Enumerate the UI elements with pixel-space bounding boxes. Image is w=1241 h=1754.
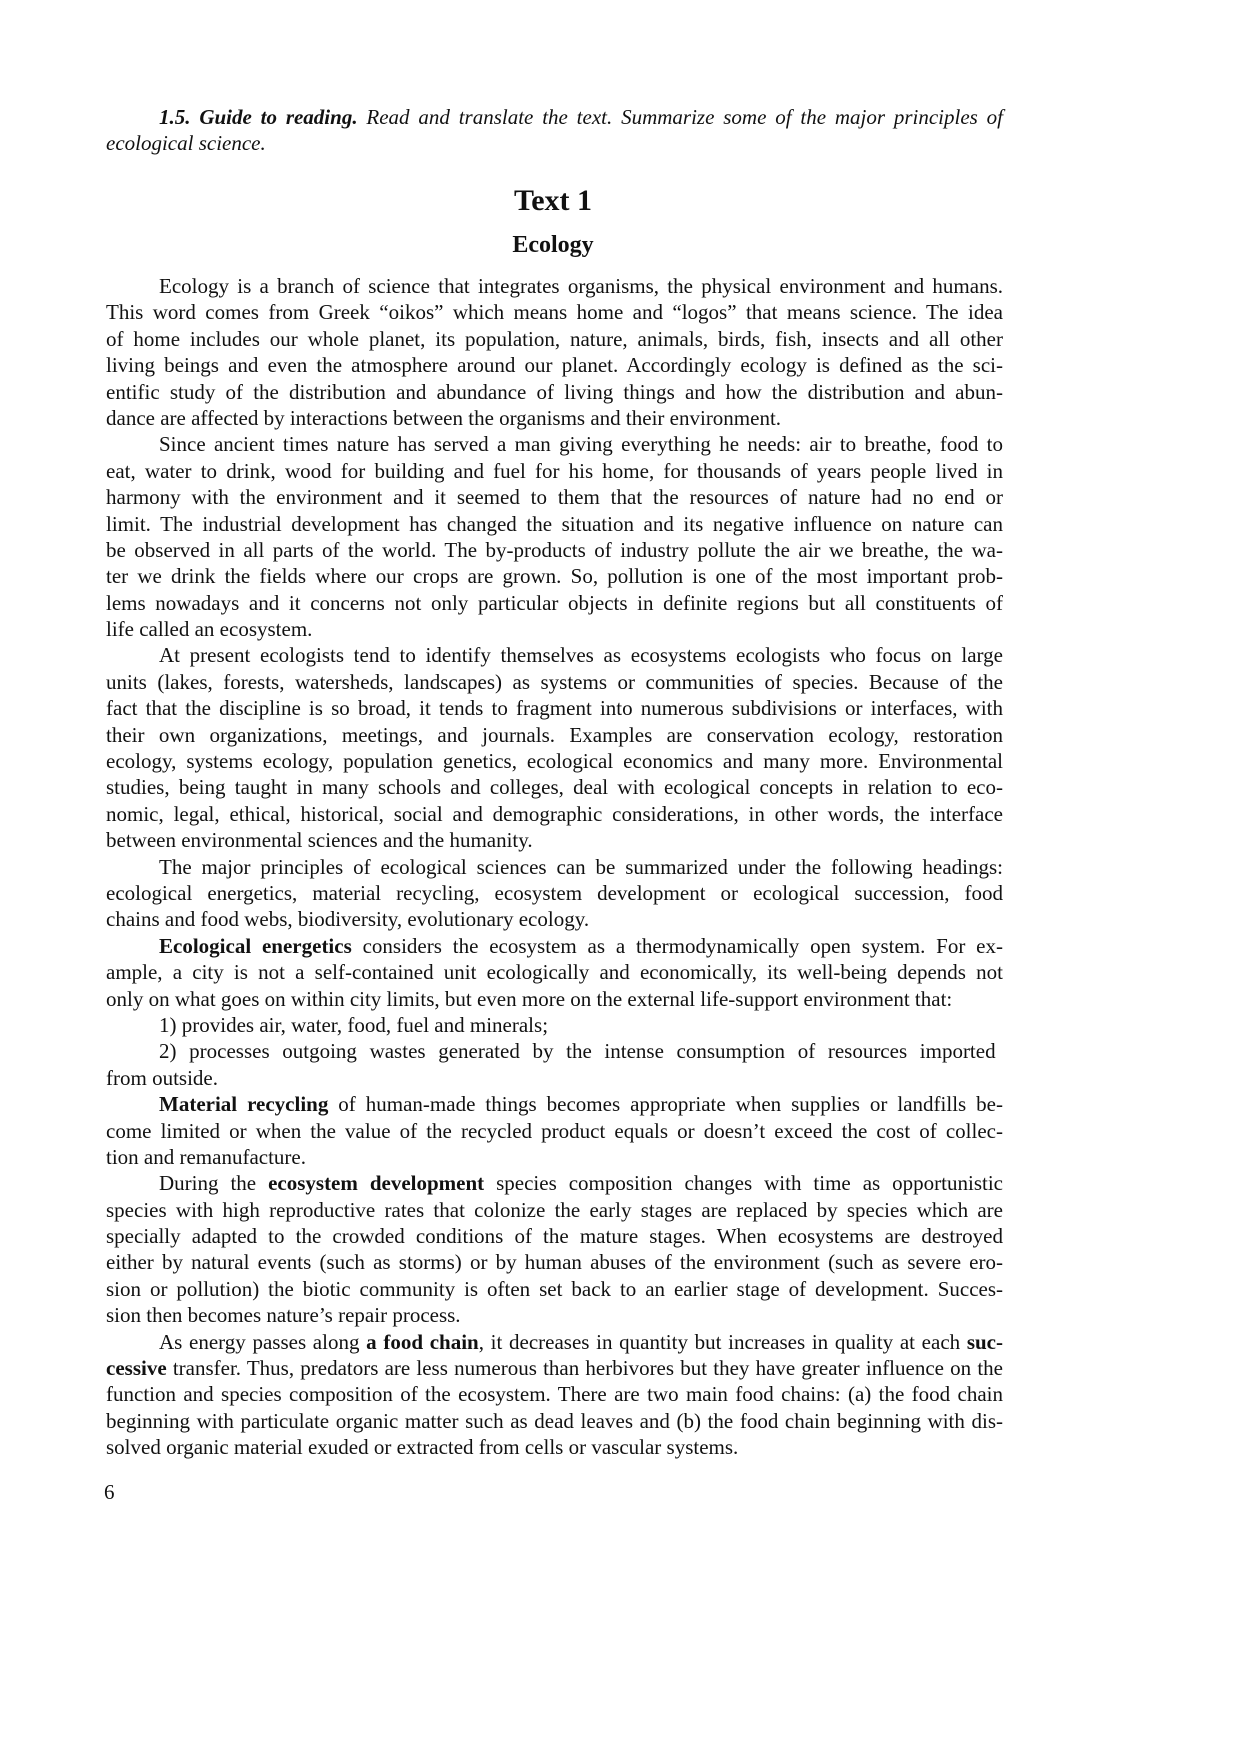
text-run: their own organizations, meetings, and journals. Examples are conservation ecology, restoration — [106, 722, 1003, 747]
text-line — [106, 933, 1003, 959]
text-run: dance are affected by interactions between the organisms and their environment. — [106, 405, 782, 430]
text-line — [106, 1355, 1003, 1381]
text-line — [106, 537, 1003, 563]
text-line — [106, 484, 1003, 510]
text-line — [106, 352, 1003, 378]
paragraph — [106, 273, 1003, 431]
text-run: life called an ecosystem. — [106, 617, 313, 642]
text-line — [106, 1408, 1003, 1434]
bold-term: Ecological energetics — [159, 933, 352, 958]
text-run: ecological energetics, material recycling, ecosystem development or ecological succession, food — [106, 880, 1003, 905]
text-line — [106, 1197, 1003, 1223]
text-line — [106, 669, 1003, 695]
text-run: ecology, systems ecology, population genetics, ecological economics and many more. Environmental — [106, 749, 1003, 774]
text-line — [106, 1091, 1003, 1117]
text-run: considers the ecosystem as a thermodynamically open system. For ex- — [351, 933, 1003, 958]
paragraph — [106, 431, 1003, 642]
page-number: 6 — [104, 1480, 115, 1504]
text-line — [106, 854, 1003, 880]
text-run: only on what goes on within city limits, but even more on the external life-support environment that: — [106, 986, 953, 1011]
text-line — [106, 511, 1003, 537]
text-line — [106, 563, 1003, 589]
text-line — [106, 458, 1003, 484]
text-run: specially adapted to the crowded conditions of the mature stages. When ecosystems are destroyed — [106, 1224, 1003, 1249]
text-line — [106, 616, 1003, 642]
text-run: either by natural events (such as storms) or by human abuses of the environment (such as severe ero- — [106, 1250, 1003, 1275]
text-run: entific study of the distribution and abundance of living things and how the distribution and abun- — [106, 379, 1003, 404]
text-title: Text 1 — [513, 184, 593, 217]
text-line — [106, 379, 1003, 405]
paragraph — [106, 854, 1003, 933]
text-line — [106, 748, 1003, 774]
text-run: species with high reproductive rates that colonize the early stages are replaced by species which are — [106, 1197, 1003, 1222]
paragraph — [106, 642, 1003, 853]
text-line — [106, 906, 1003, 932]
text-line — [106, 1302, 1003, 1328]
text-run: studies, being taught in many schools and colleges, deal with ecological concepts in relation to eco- — [106, 775, 1003, 800]
text-run: lems nowadays and it concerns not only particular objects in definite regions but all constituents of — [106, 590, 1003, 615]
text-line — [106, 1170, 1003, 1196]
text-line — [106, 130, 1003, 156]
article-body — [106, 273, 1003, 1461]
text-run: This word comes from Greek “oikos” which means home and “logos” that means science. The idea — [106, 300, 1003, 325]
paragraph — [106, 1170, 1003, 1328]
text-run: beginning with particulate organic matter such as dead leaves and (b) the food chain beginning with dis- — [106, 1408, 1003, 1433]
text-line — [106, 431, 1003, 457]
text-line — [106, 1012, 1003, 1038]
text-line — [106, 1329, 1003, 1355]
bold-term: cessive — [106, 1356, 167, 1381]
text-run: sion or pollution) the biotic community is often set back to an earlier stage of development. Succes- — [106, 1276, 1003, 1301]
text-run: units (lakes, forests, watersheds, landscapes) as systems or communities of species. Because of the — [106, 669, 1003, 694]
text-run: 1) provides air, water, food, fuel and minerals; — [159, 1012, 549, 1037]
text-run: be observed in all parts of the world. The by-products of industry pollute the air we breathe, the wa- — [106, 537, 1003, 562]
text-run: eat, water to drink, wood for building and fuel for his home, for thousands of years people lived in — [106, 458, 1003, 483]
text-line — [106, 986, 1003, 1012]
text-line — [106, 1223, 1003, 1249]
text-run: species composition changes with time as opportunistic — [484, 1171, 1003, 1196]
text-line — [106, 1038, 1003, 1064]
text-line — [106, 722, 1003, 748]
text-run: of human-made things becomes appropriate when supplies or landfills be- — [328, 1092, 1003, 1117]
text-run: Read and translate the text. Summarize some of the major principles of — [357, 105, 1003, 129]
text-run: Since ancient times nature has served a man giving everything he needs: air to breathe, food to — [159, 432, 1003, 457]
text-line — [106, 695, 1003, 721]
reading-instruction — [106, 104, 1003, 157]
text-run: transfer. Thus, predators are less numerous than herbivores but they have greater influence on the — [166, 1356, 1003, 1381]
text-line — [106, 1276, 1003, 1302]
text-run: between environmental sciences and the humanity. — [106, 828, 533, 853]
text-run: ample, a city is not a self-contained unit ecologically and economically, its well-being depends not — [106, 960, 1003, 985]
text-line — [106, 1249, 1003, 1275]
text-line — [106, 827, 1003, 853]
text-line — [106, 273, 1003, 299]
paragraph — [106, 1012, 1003, 1038]
bold-term: 1.5. Guide to reading. — [159, 105, 358, 129]
paragraph — [106, 1038, 1003, 1091]
text-subtitle: Ecology — [512, 232, 594, 258]
text-line — [106, 299, 1003, 325]
text-run: ter we drink the fields where our crops are grown. So, pollution is one of the most important prob- — [106, 564, 1003, 589]
bold-term: Material recycling — [159, 1092, 329, 1117]
text-line — [106, 1065, 1003, 1091]
text-run: nomic, legal, ethical, historical, social and demographic considerations, in other words, the interface — [106, 801, 1003, 826]
text-line — [106, 1144, 1003, 1170]
text-run: At present ecologists tend to identify themselves as ecosystems ecologists who focus on large — [159, 643, 1003, 668]
bold-term: suc- — [966, 1329, 1003, 1354]
text-line — [106, 880, 1003, 906]
text-run: 2) processes outgoing wastes generated by the intense consumption of resources imported — [159, 1039, 996, 1064]
text-run: come limited or when the value of the recycled product equals or doesn’t exceed the cost of collec- — [106, 1118, 1003, 1143]
text-line — [106, 326, 1003, 352]
bold-term: a food chain — [366, 1329, 479, 1354]
text-line — [106, 801, 1003, 827]
paragraph — [106, 1329, 1003, 1461]
text-run: During the — [159, 1171, 269, 1196]
text-line — [106, 104, 1003, 130]
text-run: tion and remanufacture. — [106, 1144, 306, 1169]
text-run: ecological science. — [106, 131, 266, 156]
bold-term: ecosystem development — [268, 1171, 485, 1196]
text-run: fact that the discipline is so broad, it tends to fragment into numerous subdivisions or interfaces, with — [106, 696, 1003, 721]
text-run: The major principles of ecological sciences can be summarized under the following headings: — [159, 854, 1003, 879]
text-run: Ecology is a branch of science that integrates organisms, the physical environment and humans. — [159, 274, 1003, 298]
text-run: sion then becomes nature’s repair process. — [106, 1303, 461, 1328]
text-line — [106, 1118, 1003, 1144]
text-line — [106, 959, 1003, 985]
text-run: from outside. — [106, 1065, 218, 1090]
text-run: function and species composition of the ecosystem. There are two main food chains: (a) the food chain — [106, 1382, 1003, 1407]
text-line — [106, 642, 1003, 668]
text-line — [106, 590, 1003, 616]
paragraph — [106, 1091, 1003, 1170]
text-line — [106, 1381, 1003, 1407]
text-run: , it decreases in quantity but increases in quality at each — [478, 1329, 967, 1354]
text-line — [106, 1434, 1003, 1460]
text-run: As energy passes along — [159, 1329, 367, 1354]
text-line — [106, 774, 1003, 800]
text-run: of home includes our whole planet, its population, nature, animals, birds, fish, insects and all other — [106, 326, 1003, 351]
paragraph — [106, 933, 1003, 1012]
text-run: chains and food webs, biodiversity, evolutionary ecology. — [106, 907, 590, 932]
text-run: harmony with the environment and it seemed to them that the resources of nature had no end or — [106, 485, 1003, 510]
text-run: living beings and even the atmosphere around our planet. Accordingly ecology is defined as the sci- — [106, 353, 1003, 378]
text-line — [106, 405, 1003, 431]
text-run: limit. The industrial development has changed the situation and its negative influence on nature can — [106, 511, 1003, 536]
text-run: solved organic material exuded or extracted from cells or vascular systems. — [106, 1435, 739, 1460]
